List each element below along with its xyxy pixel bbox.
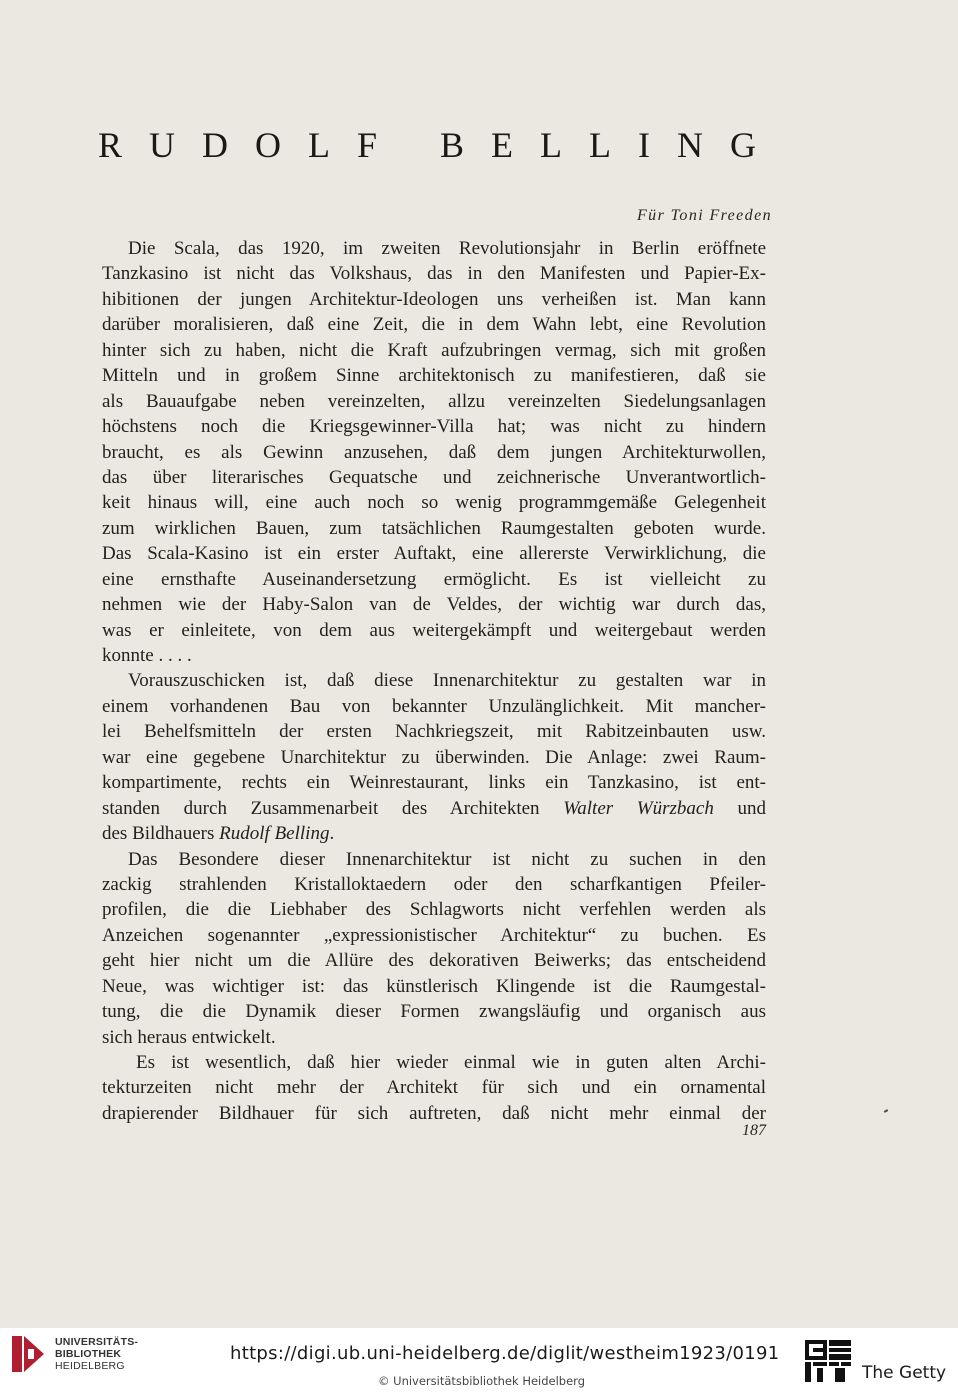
text-line: einem vorhandenen Bau von bekannter Unzulänglichkeit. Mit mancher- xyxy=(102,695,766,717)
text-line: Neue, was wichtiger ist: das künstlerisch Klingende ist die Raumgestal- xyxy=(102,975,766,997)
text-line: hibitionen der jungen Architektur-Ideologen uns verheißen ist. Man kann xyxy=(102,288,766,310)
text-line: kompartimente, rechts ein Weinrestaurant, links ein Tanzkasino, ist ent- xyxy=(102,772,766,794)
university-library-logo-icon[interactable] xyxy=(8,1334,48,1374)
text-line: höchstens noch die Kriegsgewinner-Villa hat; was nicht zu hindern xyxy=(102,416,766,438)
text-line: Das Scala-Kasino ist ein erster Auftakt, eine allererste Verwirklichung, die xyxy=(102,543,766,565)
text-segment: des Bildhauers xyxy=(102,823,215,845)
text-segment: standen durch Zusammenarbeit des Architekten xyxy=(102,797,540,819)
library-name-line: UNIVERSITÄTS- xyxy=(55,1336,139,1348)
dedication: Für Toni Freeden xyxy=(637,207,772,224)
text-line: Das Besondere dieser Innenarchitektur ist nicht zu suchen in den xyxy=(128,848,766,870)
library-name-line: BIBLIOTHEK xyxy=(55,1348,122,1360)
text-line: hinter sich zu haben, nicht die Kraft aufzubringen vermag, sich mit großen xyxy=(102,339,766,361)
permalink-url[interactable]: https://digi.ub.uni-heidelberg.de/diglit/westheim1923/0191 xyxy=(230,1343,780,1364)
text-segment: und xyxy=(737,797,767,819)
text-line: Tanzkasino ist nicht das Volkshaus, das in den Manifesten und Papier-Ex- xyxy=(102,263,766,285)
text-segment: . xyxy=(329,823,335,845)
text-line: Die Scala, das 1920, im zweiten Revolutionsjahr in Berlin eröffnete xyxy=(128,238,766,259)
text-line: keit hinaus will, eine auch noch so wenig programmgemäße Gelegenheit xyxy=(102,492,766,514)
article-body xyxy=(102,236,766,1126)
text-line: lei Behelfsmitteln der ersten Nachkriegszeit, mit Rabitzeinbauten usw. xyxy=(102,721,766,743)
text-line: zum wirklichen Bauen, zum tatsächlichen Raumgestalten geboten wurde. xyxy=(102,517,766,539)
text-line: Anzeichen sogenannter „expressionistischer Architektur“ zu buchen. Es xyxy=(102,924,766,946)
text-line: das über literarisches Gequatsche und zeichnerische Unverantwortlich- xyxy=(102,466,766,488)
text-line: geht hier nicht um die Allüre des dekorativen Beiwerks; das entscheidend xyxy=(102,950,766,972)
getty-logo-icon[interactable] xyxy=(805,1340,853,1382)
paper-speck xyxy=(884,1109,888,1113)
text-line: tekturzeiten nicht mehr der Architekt für sich und ein ornamental xyxy=(102,1077,766,1099)
copyright-notice: © Universitätsbibliothek Heidelberg xyxy=(378,1374,586,1388)
text-line: nehmen wie der Haby-Salon van de Veldes, der wichtig war durch das, xyxy=(102,594,766,616)
text-line: eine ernsthafte Auseinandersetzung ermöglicht. Es ist vielleicht zu xyxy=(102,568,766,590)
text-line: zackig strahlenden Kristalloktaedern oder den scharfkantigen Pfeiler- xyxy=(102,873,766,895)
text-line: Es ist wesentlich, daß hier wieder einmal wie in guten alten Archi- xyxy=(136,1052,766,1073)
architect-name: Walter Würzbach xyxy=(563,797,714,819)
text-line: profilen, die die Liebhaber des Schlagworts nicht verfehlen werden als xyxy=(102,899,766,921)
page-number: 187 xyxy=(742,1122,766,1139)
text-line: war eine gegebene Unarchitektur zu überwinden. Die Anlage: zwei Raum- xyxy=(102,746,766,768)
text-line-with-architect xyxy=(102,796,766,821)
text-line: braucht, es als Gewinn anzusehen, daß dem jungen Architekturwollen, xyxy=(102,441,766,463)
text-line: als Bauaufgabe neben vereinzelten, allzu vereinzelten Siedelungsanlagen xyxy=(102,390,766,412)
text-line: tung, die die Dynamik dieser Formen zwangsläufig und organisch aus xyxy=(102,1001,766,1023)
article-title: RUDOLF BELLING xyxy=(98,125,783,165)
text-line: Mitteln und in großem Sinne architektonisch zu manifestieren, daß sie xyxy=(102,365,766,387)
library-name-line: HEIDELBERG xyxy=(55,1360,125,1372)
partner-name: The Getty xyxy=(862,1363,947,1383)
university-library-name xyxy=(55,1336,138,1372)
text-line: darüber moralisieren, daß eine Zeit, die in dem Wahn lebt, eine Revolution xyxy=(102,314,766,336)
text-line: konnte . . . . xyxy=(102,645,192,666)
text-line: Vorauszuschicken ist, daß diese Innenarchitektur zu gestalten war in xyxy=(128,670,766,692)
text-line: drapierender Bildhauer für sich auftreten, daß nicht mehr einmal der xyxy=(102,1102,766,1124)
text-line: sich heraus entwickelt. xyxy=(102,1026,276,1048)
sculptor-name: Rudolf Belling xyxy=(219,823,330,845)
text-line: was er einleitete, von dem aus weitergekämpft und weitergebaut werden xyxy=(102,619,766,641)
text-line-with-sculptor xyxy=(102,821,766,846)
